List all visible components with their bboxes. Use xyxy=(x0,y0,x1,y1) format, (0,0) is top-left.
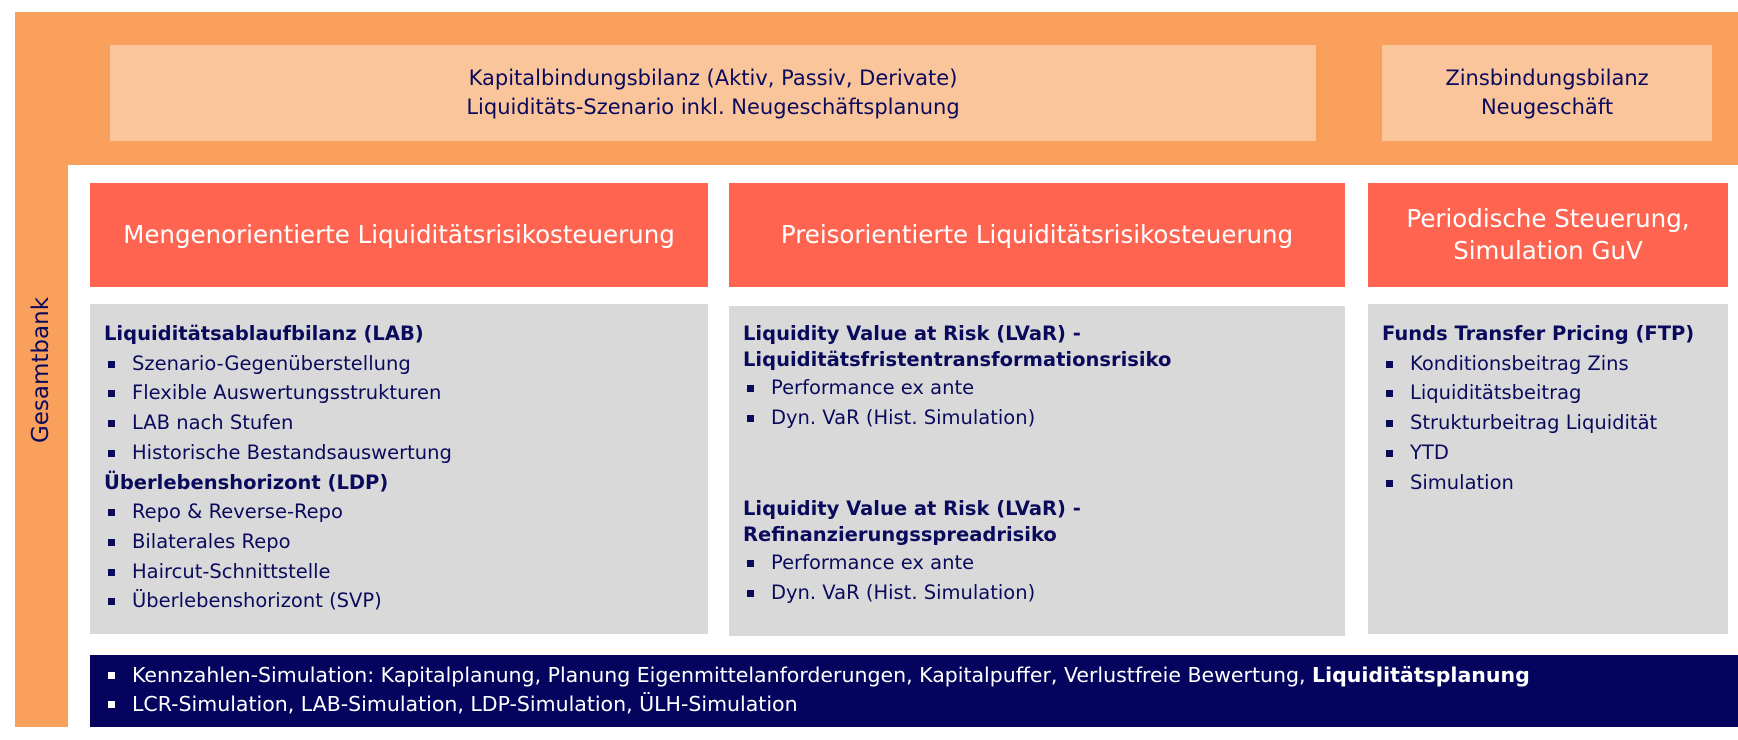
zinsbindungsbilanz-line1: Zinsbindungsbilanz xyxy=(1445,66,1649,90)
list-ldp xyxy=(104,497,694,616)
list-item: Performance ex ante xyxy=(743,373,1331,403)
spacer xyxy=(743,432,1331,496)
list-item: Überlebenshorizont (SVP) xyxy=(104,586,694,616)
heading-mengenorientiert xyxy=(90,183,708,287)
kennzahlen-list xyxy=(104,661,1724,718)
panel-periodisch xyxy=(1368,304,1728,634)
heading-periodisch xyxy=(1368,183,1728,287)
zinsbindungsbilanz-box xyxy=(1382,45,1712,141)
section-title-lvar-lftr-line2: Liquiditätsfristentransformationsrisiko xyxy=(743,348,1172,371)
zinsbindungsbilanz-line2: Neugeschäft xyxy=(1480,95,1614,119)
kapitalbindungsbilanz-line2: Liquiditäts-Szenario inkl. Neugeschäftsplanung xyxy=(466,95,960,119)
section-title-lvar-refi-line2: Refinanzierungsspreadrisiko xyxy=(743,523,1057,547)
list-item: Konditionsbeitrag Zins xyxy=(1382,349,1714,379)
list-item: Dyn. VaR (Hist. Simulation) xyxy=(743,403,1331,433)
kennzahlen-bar xyxy=(90,655,1738,727)
heading-periodisch-line2: Simulation GuV xyxy=(1453,236,1643,265)
section-title-ftp: Funds Transfer Pricing (FTP) xyxy=(1382,322,1695,345)
heading-preisorientiert-text: Preisorientierte Liquiditätsrisikosteuerung xyxy=(780,220,1294,249)
kennzahlen-item-1-text: Kennzahlen-Simulation: Kapitalplanung, Planung Eigenmittelanforderungen, Kapitalpuffer, Verlustfreie Bewertung, xyxy=(132,663,1313,687)
list-lvar-refi xyxy=(743,548,1331,607)
side-label-gesamtbank: Gesamtbank xyxy=(28,296,54,444)
list-ftp xyxy=(1382,349,1714,498)
kennzahlen-item-1-bold: Liquiditätsplanung xyxy=(1312,663,1530,687)
heading-periodisch-line1: Periodische Steuerung, xyxy=(1406,204,1690,233)
heading-mengenorientiert-text: Mengenorientierte Liquiditätsrisikosteuerung xyxy=(123,220,675,249)
list-item: YTD xyxy=(1382,438,1714,468)
kapitalbindungsbilanz-line1: Kapitalbindungsbilanz (Aktiv, Passiv, Derivate) xyxy=(468,66,958,90)
list-item: Strukturbeitrag Liquidität xyxy=(1382,408,1714,438)
heading-preisorientiert xyxy=(729,183,1345,287)
list-lvar-lftr xyxy=(743,373,1331,432)
panel-mengenorientiert xyxy=(90,304,708,634)
list-item: Dyn. VaR (Hist. Simulation) xyxy=(743,578,1331,608)
list-item: Bilaterales Repo xyxy=(104,527,694,557)
section-title-lvar-lftr-line1: Liquidity Value at Risk (LVaR) - xyxy=(743,322,1081,345)
list-item: Simulation xyxy=(1382,468,1714,498)
list-lab xyxy=(104,349,694,468)
list-item: Flexible Auswertungsstrukturen xyxy=(104,378,694,408)
list-item: LAB nach Stufen xyxy=(104,408,694,438)
kapitalbindungsbilanz-box xyxy=(110,45,1316,141)
list-item: Haircut-Schnittstelle xyxy=(104,557,694,587)
list-item: Szenario-Gegenüberstellung xyxy=(104,349,694,379)
section-title-ldp: Überlebenshorizont (LDP) xyxy=(104,470,389,494)
list-item: Performance ex ante xyxy=(743,548,1331,578)
kennzahlen-item-1 xyxy=(104,661,1724,690)
list-item: Repo & Reverse-Repo xyxy=(104,497,694,527)
section-title-lvar-refi-line1: Liquidity Value at Risk (LVaR) - xyxy=(743,497,1081,521)
kennzahlen-item-2: LCR-Simulation, LAB-Simulation, LDP-Simulation, ÜLH-Simulation xyxy=(104,690,1724,719)
section-title-lab: Liquiditätsablaufbilanz (LAB) xyxy=(104,322,424,345)
panel-preisorientiert xyxy=(729,306,1345,636)
list-item: Historische Bestandsauswertung xyxy=(104,438,694,468)
list-item: Liquiditätsbeitrag xyxy=(1382,378,1714,408)
